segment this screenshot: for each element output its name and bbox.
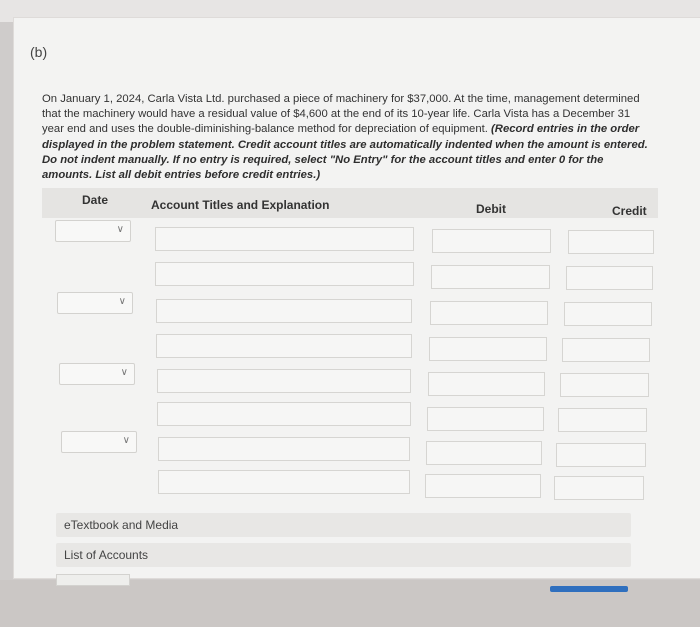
credit-input-8[interactable] <box>554 476 644 500</box>
submit-button[interactable] <box>550 586 628 592</box>
credit-input-7[interactable] <box>556 443 646 467</box>
account-title-input-3[interactable] <box>156 299 412 323</box>
credit-input-4[interactable] <box>562 338 650 362</box>
account-title-input-5[interactable] <box>157 369 411 393</box>
problem-instructions: (Record entries in the order displayed in the problem statement. Credit account titles are automatically indented when the amount is entered. Do not indent manually. If no entry is required, select "No Entry" for the account titles and enter 0 for the amounts. List all debit entries before credit entries.) <box>42 123 648 182</box>
date-select-entry-1[interactable] <box>55 220 131 242</box>
journal-table-header <box>42 188 658 218</box>
partial-input-stub <box>56 574 130 586</box>
account-title-input-8[interactable] <box>158 470 410 494</box>
account-title-input-4[interactable] <box>156 334 412 358</box>
debit-input-6[interactable] <box>427 407 544 431</box>
credit-input-2[interactable] <box>566 266 653 290</box>
list-of-accounts-label: List of Accounts <box>64 548 149 562</box>
header-debit: Debit <box>476 202 506 216</box>
date-select-entry-2[interactable] <box>57 292 133 314</box>
header-account-titles: Account Titles and Explanation <box>151 198 330 212</box>
part-label: (b) <box>30 44 48 60</box>
debit-input-1[interactable] <box>432 229 551 253</box>
debit-input-4[interactable] <box>429 337 547 361</box>
credit-input-5[interactable] <box>560 373 649 397</box>
etextbook-media-link[interactable] <box>56 513 631 537</box>
credit-input-3[interactable] <box>564 302 652 326</box>
debit-input-3[interactable] <box>430 301 548 325</box>
credit-input-1[interactable] <box>568 230 654 254</box>
etextbook-media-label: eTextbook and Media <box>64 518 179 532</box>
debit-input-8[interactable] <box>425 474 541 498</box>
account-title-input-1[interactable] <box>155 227 414 251</box>
chevron-down-icon: ∨ <box>116 224 124 235</box>
debit-input-2[interactable] <box>431 265 550 289</box>
list-of-accounts-link[interactable] <box>56 543 631 567</box>
credit-input-6[interactable] <box>558 408 647 432</box>
date-select-entry-3[interactable] <box>59 363 135 385</box>
chevron-down-icon: ∨ <box>122 435 130 446</box>
problem-statement <box>42 92 654 183</box>
chevron-down-icon: ∨ <box>120 367 128 378</box>
account-title-input-2[interactable] <box>155 262 414 286</box>
header-credit: Credit <box>612 204 647 218</box>
debit-input-7[interactable] <box>426 441 542 465</box>
chevron-down-icon: ∨ <box>118 296 126 307</box>
problem-text: On January 1, 2024, Carla Vista Ltd. purchased a piece of machinery for $37,000. At the time, management determined that the machinery would have a residual value of $4,600 at the end of its 10-year life. Carla Vista has a December 31 year end and uses the double-diminishing-balance method for depreciation of equipment. <box>42 93 640 136</box>
date-select-entry-4[interactable] <box>61 431 137 453</box>
account-title-input-6[interactable] <box>157 402 411 426</box>
debit-input-5[interactable] <box>428 372 545 396</box>
account-title-input-7[interactable] <box>158 437 410 461</box>
header-date: Date <box>82 193 109 207</box>
